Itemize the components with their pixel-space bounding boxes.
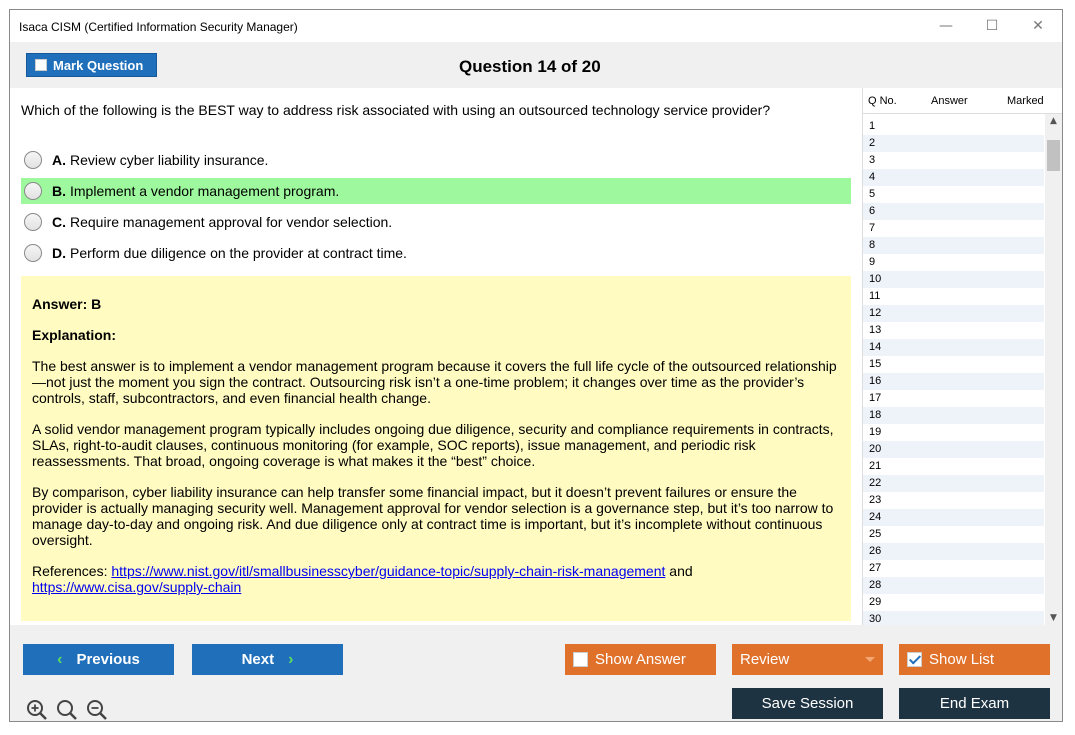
- references-label: References:: [32, 563, 112, 579]
- question-list-row[interactable]: 2: [863, 135, 1044, 152]
- explanation-paragraph: The best answer is to implement a vendor management program because it covers the full life cycle of the outsourced relationship—not just the moment you sign the contract. Outsourcing risk isn’t a one-time problem; it changes over time as the provider’s controls, staff, subcontractors, and even financial health change.: [32, 358, 837, 406]
- scroll-down-icon[interactable]: ▼: [1050, 613, 1057, 623]
- answer-explanation-panel: [21, 276, 851, 621]
- maximize-icon[interactable]: ☐: [985, 18, 999, 34]
- column-marked: Marked: [1007, 95, 1044, 107]
- option-d[interactable]: [21, 240, 851, 266]
- reference-link-nist[interactable]: https://www.nist.gov/itl/smallbusinesscyber/guidance-topic/supply-chain-risk-management: [111, 563, 666, 579]
- show-list-label: Show List: [929, 651, 995, 668]
- question-list-row[interactable]: 5: [869, 188, 876, 200]
- next-button[interactable]: [192, 644, 343, 675]
- question-title: Question 14 of 20: [459, 57, 601, 76]
- show-list-button[interactable]: [899, 644, 1050, 675]
- question-text: Which of the following is the BEST way to address risk associated with using an outsourced technology service provider?: [21, 102, 771, 118]
- question-list-scrollbar[interactable]: [1045, 114, 1062, 625]
- question-list-row[interactable]: 17: [869, 392, 882, 404]
- option-text: Perform due diligence on the provider at contract time.: [70, 245, 407, 261]
- review-dropdown[interactable]: [732, 644, 883, 675]
- zoom-out-icon[interactable]: [86, 699, 108, 721]
- header-bar: [10, 42, 1062, 88]
- show-answer-checkbox[interactable]: [573, 652, 588, 667]
- question-list-row[interactable]: 7: [869, 222, 876, 234]
- reference-link-cisa[interactable]: https://www.cisa.gov/supply-chain: [32, 579, 242, 595]
- previous-label: Previous: [76, 651, 140, 668]
- scroll-up-icon[interactable]: ▲: [1050, 116, 1057, 126]
- question-area: [10, 88, 861, 623]
- radio-b[interactable]: [24, 182, 42, 200]
- question-list-row[interactable]: 15: [869, 358, 882, 370]
- question-list-row[interactable]: 27: [869, 562, 882, 574]
- mark-question-label: Mark Question: [53, 57, 144, 73]
- column-answer: Answer: [931, 95, 968, 107]
- question-list-row[interactable]: 3: [869, 154, 876, 166]
- show-answer-button[interactable]: [565, 644, 716, 675]
- question-list-row[interactable]: 1: [869, 120, 876, 132]
- question-list-row[interactable]: 23: [869, 494, 882, 506]
- show-answer-label: Show Answer: [595, 651, 686, 668]
- references: [32, 563, 840, 595]
- option-text: Implement a vendor management program.: [70, 183, 340, 199]
- title-bar: [10, 10, 1062, 42]
- option-text: Require management approval for vendor selection.: [70, 214, 393, 230]
- question-list-row[interactable]: 4: [863, 169, 1044, 186]
- explanation-paragraph: By comparison, cyber liability insurance can help transfer some financial impact, but it doesn’t prevent failures or ensure the provider is actually managing security well. Management approval for vendor selection is a governance step, but it’s too narrow to manage day-to-day and ongoing risk. And due diligence only at contract time is important, but it’s incomplete without continuous oversight.: [32, 484, 834, 548]
- explanation-heading: Explanation:: [32, 327, 117, 343]
- question-list-panel: [862, 88, 1062, 625]
- question-list-row[interactable]: 29: [869, 596, 882, 608]
- option-letter: B.: [52, 183, 66, 199]
- end-exam-button[interactable]: [899, 688, 1050, 719]
- option-a[interactable]: [21, 147, 851, 173]
- zoom-reset-icon[interactable]: [56, 699, 78, 721]
- chevron-right-icon: ›: [288, 650, 294, 668]
- references-joiner: and: [665, 563, 693, 579]
- question-list-row[interactable]: 20: [863, 441, 1044, 458]
- answer-label: Answer: B: [32, 296, 102, 312]
- question-list-row[interactable]: 30: [863, 611, 1044, 628]
- question-list-rows: [863, 118, 1044, 628]
- question-list-row[interactable]: 22: [863, 475, 1044, 492]
- question-list-row[interactable]: 6: [863, 203, 1044, 220]
- question-list-row[interactable]: 13: [869, 324, 882, 336]
- end-exam-label: End Exam: [939, 695, 1010, 712]
- option-letter: C.: [52, 214, 66, 230]
- window-title: Isaca CISM (Certified Information Security Manager): [19, 20, 298, 34]
- option-text: Review cyber liability insurance.: [70, 152, 269, 168]
- radio-d[interactable]: [24, 244, 42, 262]
- question-list-row[interactable]: 10: [863, 271, 1044, 288]
- scroll-thumb[interactable]: [1047, 140, 1060, 171]
- zoom-in-icon[interactable]: [26, 699, 48, 721]
- question-list-row[interactable]: 28: [863, 577, 1044, 594]
- footer-bar: [10, 625, 1062, 722]
- question-list-row[interactable]: 11: [869, 290, 881, 302]
- explanation-paragraph: A solid vendor management program typically includes ongoing due diligence, security and compliance requirements in contracts, SLAs, right-to-audit clauses, continuous monitoring (for example, SOC reports), issue management, and periodic risk reassessments. That broad, ongoing coverage is what makes it the “best” choice.: [32, 421, 834, 469]
- question-list-row[interactable]: 25: [869, 528, 882, 540]
- question-list-row[interactable]: 19: [869, 426, 882, 438]
- previous-button[interactable]: [23, 644, 174, 675]
- question-list-row[interactable]: 26: [863, 543, 1044, 560]
- show-list-checkbox[interactable]: [907, 652, 922, 667]
- option-c[interactable]: [21, 209, 851, 235]
- minimize-icon[interactable]: —: [939, 18, 953, 34]
- question-list-header: [863, 88, 1062, 114]
- option-letter: A.: [52, 152, 66, 168]
- save-session-button[interactable]: [732, 688, 883, 719]
- question-list-row[interactable]: 8: [863, 237, 1044, 254]
- option-b[interactable]: [21, 178, 851, 204]
- save-session-label: Save Session: [761, 695, 854, 712]
- mark-question-button[interactable]: [26, 53, 157, 77]
- question-list-row[interactable]: 21: [869, 460, 882, 472]
- mark-checkbox[interactable]: [35, 59, 47, 71]
- radio-a[interactable]: [24, 151, 42, 169]
- close-icon[interactable]: ✕: [1032, 18, 1044, 34]
- question-list-row[interactable]: 14: [863, 339, 1044, 356]
- option-letter: D.: [52, 245, 66, 261]
- question-list-row[interactable]: 9: [869, 256, 876, 268]
- question-list-row[interactable]: 18: [863, 407, 1044, 424]
- app-window: [9, 9, 1063, 722]
- radio-c[interactable]: [24, 213, 42, 231]
- review-label: Review: [740, 651, 790, 668]
- chevron-left-icon: ‹: [57, 650, 63, 668]
- column-qno: Q No.: [868, 95, 897, 107]
- question-list-row[interactable]: 24: [863, 509, 1044, 526]
- chevron-down-icon: [865, 657, 875, 662]
- next-label: Next: [241, 651, 275, 668]
- question-list-row[interactable]: 16: [863, 373, 1044, 390]
- question-list-row[interactable]: 12: [863, 305, 1044, 322]
